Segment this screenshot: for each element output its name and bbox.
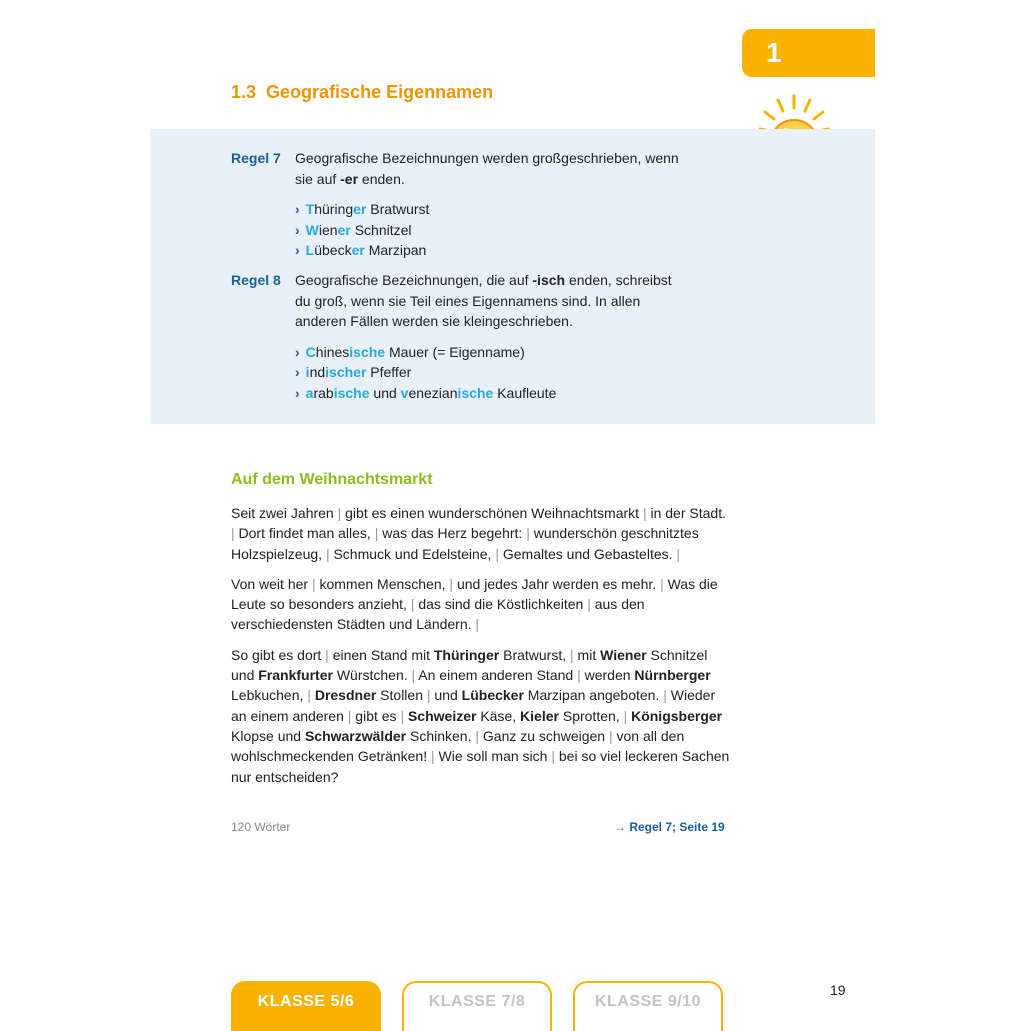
page-number: 19 [830, 982, 846, 998]
separator-mark: | [426, 687, 431, 704]
separator-mark: | [374, 525, 379, 542]
separator-mark: | [577, 667, 581, 684]
section-number: 1.3 [231, 82, 257, 102]
separator-mark: | [475, 727, 480, 744]
chapter-number: 1 [766, 37, 782, 68]
separator-mark: | [400, 707, 405, 724]
chevron-right-icon: › [295, 201, 300, 217]
example-item: › arabische und venezianische Kaufleute [295, 384, 557, 401]
separator-mark: | [608, 727, 613, 744]
separator-mark: | [410, 596, 415, 613]
separator-mark: | [307, 687, 311, 704]
rule-text: Geografische Bezeichnungen werden großgeschrieben, wenn sie auf -er enden. [295, 150, 679, 187]
separator-mark: | [311, 575, 316, 592]
chevron-right-icon: › [295, 364, 300, 380]
separator-mark: | [587, 596, 591, 613]
separator-mark: | [325, 646, 329, 663]
rule-label: Regel 7 [231, 150, 281, 166]
example-item: › Wiener Schnitzel [295, 221, 412, 238]
separator-mark: | [475, 616, 480, 633]
separator-mark: | [551, 748, 555, 765]
chevron-right-icon: › [295, 384, 300, 401]
section-title-text: Geografische Eigennamen [266, 82, 494, 102]
separator-mark: | [231, 525, 235, 542]
tab-klasse-7-8[interactable]: KLASSE 7/8 [402, 981, 552, 1031]
separator-mark: | [325, 545, 330, 562]
chevron-right-icon: › [295, 343, 300, 360]
dictation-paragraph: Von weit her | kommen Menschen, | und jedes Jahr werden es mehr. | Was die Leute so besonders anzieht, | das sind die Köstlichkeiten | aus den verschiedensten Städten und Ländern. | [231, 575, 718, 633]
tab-klasse-9-10[interactable]: KLASSE 9/10 [573, 981, 723, 1031]
separator-mark: | [660, 575, 664, 592]
chapter-tab [742, 29, 875, 77]
dictation-paragraph: Seit zwei Jahren | gibt es einen wunderschönen Weihnachtsmarkt | in der Stadt. | Dort findet man alles, | was das Herz begehrt: | wunderschön geschnitztes Holzspielzeug, | Schmuck und Edelsteine, | Gemaltes und Gebasteltes. | [231, 505, 726, 562]
rule-reference-link[interactable]: → Regel 7; Seite 19 [614, 820, 725, 834]
rule-7 [231, 148, 691, 261]
separator-mark: | [623, 707, 628, 724]
chevron-right-icon: › [295, 242, 300, 258]
dictation-paragraph: So gibt es dort | einen Stand mit Thüringer Bratwurst, | mit Wiener Schnitzel und Frankfurter Würstchen. | An einem anderen Stand | werden Nürnberger Lebkuchen, | Dresdner Stollen | und Lübecker Marzipan angeboten. | Wieder an einem anderen | gibt es | Schweizer Käse, Kieler Sprotten, | Königsberger Klopse und Schwarzwälder Schinken. | Ganz zu schweigen | von all den wohlschmeckenden Getränken! | Wie soll man sich | bei so viel leckeren Sachen nur entscheiden? [231, 646, 730, 785]
separator-mark: | [347, 707, 352, 724]
example-list [295, 199, 691, 261]
word-count: 120 Wörter [231, 820, 291, 834]
section-title [231, 82, 493, 103]
rule-box [150, 129, 875, 424]
example-item: › Lübecker Marzipan [295, 242, 427, 258]
separator-mark: | [642, 505, 647, 521]
separator-mark: | [337, 505, 342, 521]
separator-mark: | [495, 545, 499, 562]
separator-mark: | [431, 748, 435, 765]
example-list [295, 342, 691, 404]
rule-label: Regel 8 [231, 272, 281, 288]
example-item: › indischer Pfeffer [295, 364, 412, 380]
rule-text: Geografische Bezeichnungen, die auf -isch enden, schreibst du groß, wenn sie Teil eines Eigennamens sind. In allen anderen Fällen werden sie kleingeschrieben. [295, 272, 672, 329]
separator-mark: | [449, 575, 454, 592]
dictation-text [231, 503, 731, 797]
tab-klasse-5-6[interactable]: KLASSE 5/6 [231, 981, 381, 1031]
separator-mark: | [676, 545, 681, 562]
dictation-title: Auf dem Weihnachtsmarkt [231, 471, 433, 488]
separator-mark: | [526, 525, 530, 542]
example-item: › Thüringer Bratwurst [295, 201, 430, 217]
separator-mark: | [663, 687, 667, 704]
separator-mark: | [570, 646, 574, 663]
example-item: › Chinesische Mauer (= Eigenname) [295, 343, 525, 360]
separator-mark: | [411, 667, 416, 684]
chevron-right-icon: › [295, 221, 300, 238]
rule-8 [231, 270, 691, 403]
